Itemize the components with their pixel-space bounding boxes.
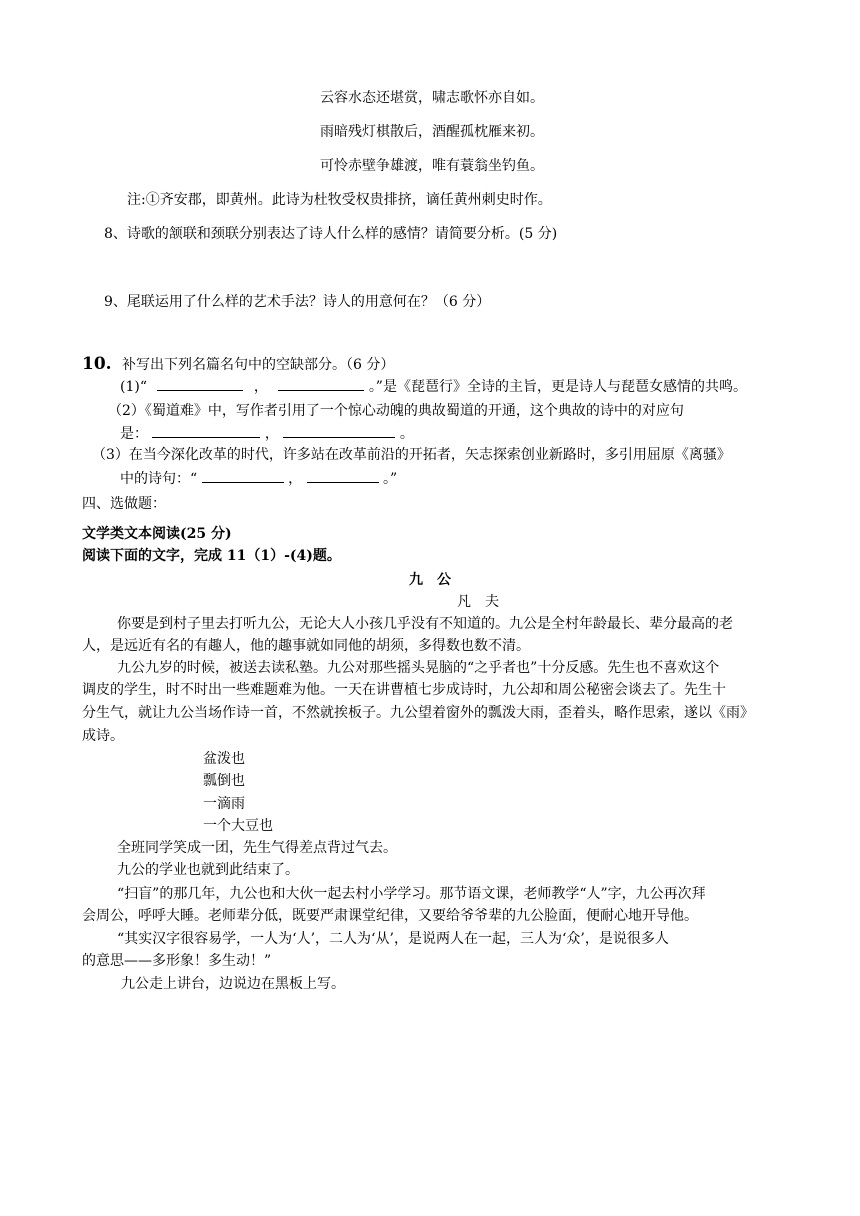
question-10 xyxy=(82,354,394,375)
answer-blank[interactable] xyxy=(157,376,243,391)
answer-blank[interactable] xyxy=(307,468,379,483)
story-title: 九 公 xyxy=(409,572,451,588)
question-10-part-1 xyxy=(120,376,747,397)
paragraph-2-line-2: 调皮的学生，时不时出一些难题难为他。一天在讲曹植七步成诗时，九公却和周公秘密会谈去了。先生十 xyxy=(82,682,726,698)
reading-instruction: 阅读下面的文字，完成 11（1）-(4)题。 xyxy=(82,548,341,564)
answer-blank[interactable] xyxy=(152,423,260,438)
fill-suffix: 。”是《琵琶行》全诗的主旨，更是诗人与琵琶女感情的共鸣。 xyxy=(368,379,747,395)
answer-blank[interactable] xyxy=(283,423,395,438)
fill-prefix: 中的诗句：“ xyxy=(120,471,198,487)
answer-blank[interactable] xyxy=(202,468,284,483)
poem-note: 注:①齐安郡，即黄州。此诗为杜牧受权贵排挤，谪任黄州刺史时作。 xyxy=(127,192,552,208)
paragraph-7: 九公走上讲台，边说边在黑板上写。 xyxy=(121,976,345,992)
question-10-part-2-line-1: （2）《蜀道难》中，写作者引用了一个惊心动魄的典故蜀道的开通，这个典故的诗中的对应句 xyxy=(108,403,684,419)
paragraph-1-line-2: 人，是远近有名的有趣人，他的趣事就如同他的胡须，多得数也数不清。 xyxy=(82,638,530,654)
comma: ， xyxy=(253,379,268,395)
paragraph-5-line-1: “扫盲”的那几年，九公也和大伙一起去村小学学习。那节语文课，老师教学“人”字，九公再次拜 xyxy=(117,886,706,902)
answer-blank[interactable] xyxy=(278,376,364,391)
poem-line-2: 雨暗残灯棋散后，酒醒孤枕雁来初。 xyxy=(320,124,544,140)
fill-prefix: 是： xyxy=(120,426,148,442)
fill-suffix: 。 xyxy=(399,426,414,442)
rain-poem-line-1: 盆泼也 xyxy=(203,751,245,767)
paragraph-3: 全班同学笑成一团，先生气得差点背过气去。 xyxy=(117,840,397,856)
poem-line-1: 云容水态还堪赏，啸志歌怀亦自如。 xyxy=(320,90,544,106)
paragraph-2-line-4: 成诗。 xyxy=(82,728,124,744)
paragraph-2-line-3: 分生气，就让九公当场作诗一首，不然就挨板子。九公望着窗外的瓢泼大雨，歪着头，略作思索，遂以《雨》 xyxy=(82,705,754,721)
paragraph-4: 九公的学业也就到此结束了。 xyxy=(117,862,299,878)
paragraph-6-line-1: “其实汉字很容易学，一人为‘人’，二人为‘从’，是说两人在一起，三人为‘众’，是说很多人 xyxy=(117,931,669,947)
comma: ， xyxy=(264,426,279,442)
literary-reading-heading: 文学类文本阅读(25 分) xyxy=(82,526,232,542)
rain-poem-line-4: 一个大豆也 xyxy=(203,818,273,834)
question-10-part-3-line-1: （3）在当今深化改革的时代，许多站在改革前沿的开拓者，矢志探索创业新路时，多引用屈原《离骚》 xyxy=(92,447,731,463)
fill-prefix: (1)“ xyxy=(120,379,147,395)
paragraph-2-line-1: 九公九岁的时候，被送去读私塾。九公对那些摇头晃脑的“之乎者也”十分反感。先生也不喜欢这个 xyxy=(117,660,720,676)
story-author: 凡 夫 xyxy=(457,594,499,610)
section-4-heading: 四、选做题： xyxy=(82,496,166,512)
question-10-text: 补写出下列名篇名句中的空缺部分。（6 分） xyxy=(122,357,395,373)
fill-suffix: 。” xyxy=(382,471,398,487)
paragraph-6-line-2: 的意思——多形象！多生动！” xyxy=(82,953,272,969)
rain-poem-line-3: 一滴雨 xyxy=(203,796,245,812)
question-10-number: 10. xyxy=(82,354,112,374)
poem-line-3: 可怜赤壁争雄渡，唯有蓑翁坐钓鱼。 xyxy=(320,158,544,174)
question-8: 8、诗歌的颔联和颈联分别表达了诗人什么样的感情？请简要分析。(5 分) xyxy=(104,226,558,242)
question-10-part-2-line-2 xyxy=(120,423,414,444)
rain-poem-line-2: 瓢倒也 xyxy=(203,773,245,789)
comma: ， xyxy=(288,471,303,487)
paragraph-1-line-1: 你要是到村子里去打听九公，无论大人小孩几乎没有不知道的。九公是全村年龄最长、辈分最高的老 xyxy=(117,616,733,632)
question-9: 9、尾联运用了什么样的艺术手法？诗人的用意何在？（6 分） xyxy=(104,294,491,310)
paragraph-5-line-2: 会周公，呼呼大睡。老师辈分低，既要严肃课堂纪律，又要给爷爷辈的九公脸面，便耐心地开导他。 xyxy=(82,908,698,924)
question-10-part-3-line-2 xyxy=(120,468,397,489)
